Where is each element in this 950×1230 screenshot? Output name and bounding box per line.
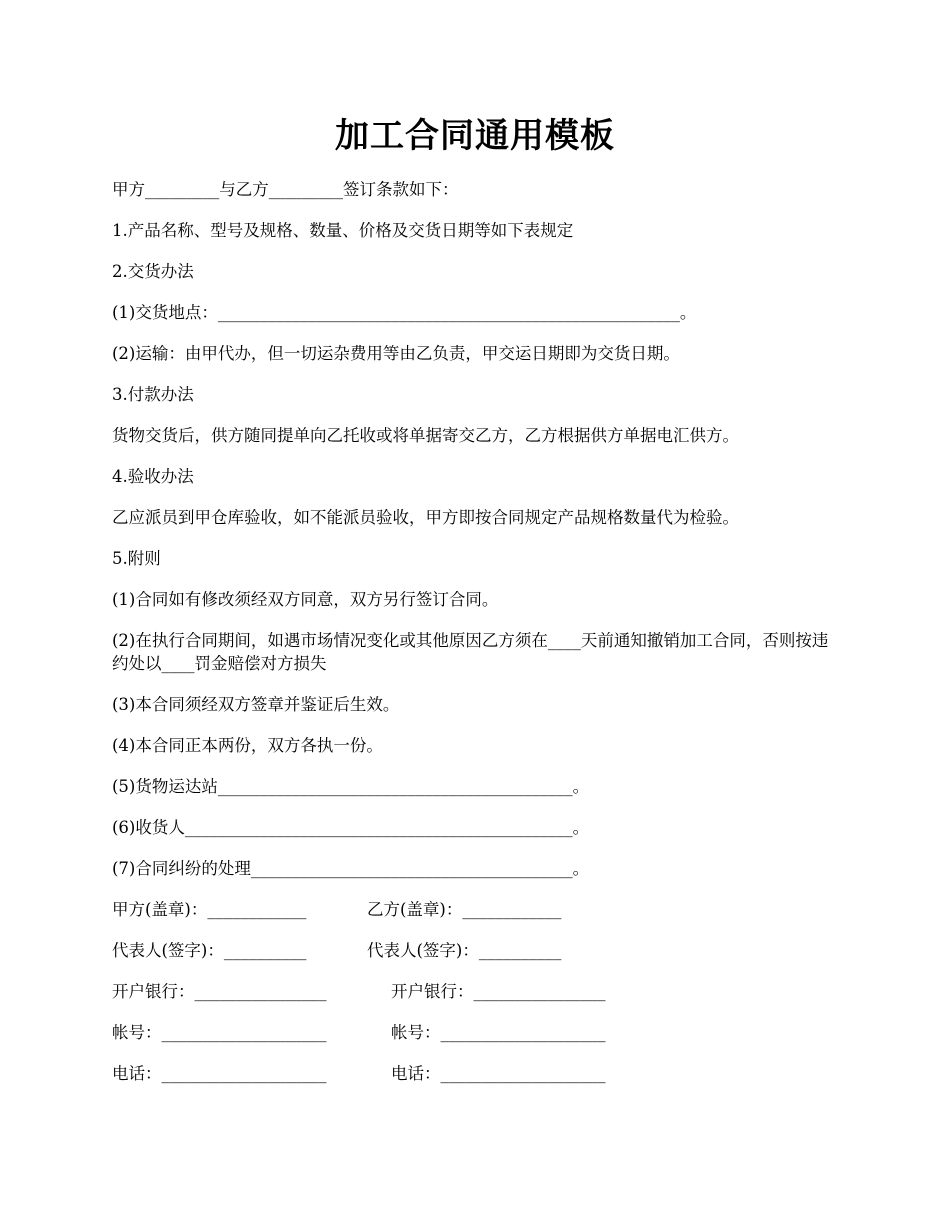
party-b-bank-field: 开户银行：________________ [391, 982, 606, 1001]
clause-5-6-consignee: (6)收货人_______________________________________________。 [112, 818, 590, 837]
signature-row-account [112, 1021, 838, 1044]
party-a-representative-field: 代表人(签字)：__________ [112, 941, 307, 960]
clause-4-inspection-text: 乙应派员到甲仓库验收，如不能派员验收，甲方即按合同规定产品规格数量代为检验。 [112, 508, 739, 527]
signature-row-seal [112, 898, 838, 921]
party-b-representative-field: 代表人(签字)：__________ [367, 941, 562, 960]
clause-5-7-dispute: (7)合同纠纷的处理_______________________________________。 [112, 859, 590, 878]
party-a-bank-field: 开户银行：________________ [112, 982, 327, 1001]
clause-5-2: (2)在执行合同期间，如遇市场情况变化或其他原因乙方须在____天前通知撤销加工合同，否则按违约处以____罚金赔偿对方损失 [112, 631, 829, 673]
clause-4-heading: 4.验收办法 [112, 467, 194, 486]
signature-row-representative [112, 939, 838, 962]
clause-3-payment-text: 货物交货后，供方随同提单向乙托收或将单据寄交乙方，乙方根据供方单据电汇供方。 [112, 426, 739, 445]
clause-5-1: (1)合同如有修改须经双方同意，双方另行签订合同。 [112, 590, 499, 609]
clause-5-4: (4)本合同正本两份，双方各执一份。 [112, 736, 383, 755]
clause-5-3: (3)本合同须经双方签章并鉴证后生效。 [112, 695, 400, 714]
party-b-account-field: 帐号：____________________ [391, 1023, 606, 1042]
document-title: 加工合同通用模板 [335, 116, 615, 156]
clause-5-5-destination: (5)货物运达站___________________________________________。 [112, 777, 590, 796]
clause-2-2-transport: (2)运输：由甲代办，但一切运杂费用等由乙负责，甲交运日期即为交货日期。 [112, 344, 680, 363]
clause-2-heading: 2.交货办法 [112, 262, 194, 281]
party-a-seal-field: 甲方(盖章)：____________ [112, 900, 307, 919]
clause-3-heading: 3.付款办法 [112, 385, 194, 404]
signature-row-bank [112, 980, 838, 1003]
party-b-seal-field: 乙方(盖章)：____________ [367, 900, 562, 919]
party-b-phone-field: 电话：____________________ [391, 1064, 606, 1083]
party-a-phone-field: 电话：____________________ [112, 1064, 327, 1083]
clause-2-1-delivery-place: (1)交货地点：________________________________________________________。 [112, 303, 697, 322]
parties-clause: 甲方_________与乙方_________签订条款如下： [112, 180, 459, 199]
party-a-account-field: 帐号：____________________ [112, 1023, 327, 1042]
signature-row-phone [112, 1062, 838, 1085]
document-body [112, 178, 838, 1103]
clause-5-heading: 5.附则 [112, 549, 161, 568]
clause-1-products: 1.产品名称、型号及规格、数量、价格及交货日期等如下表规定 [112, 221, 574, 240]
